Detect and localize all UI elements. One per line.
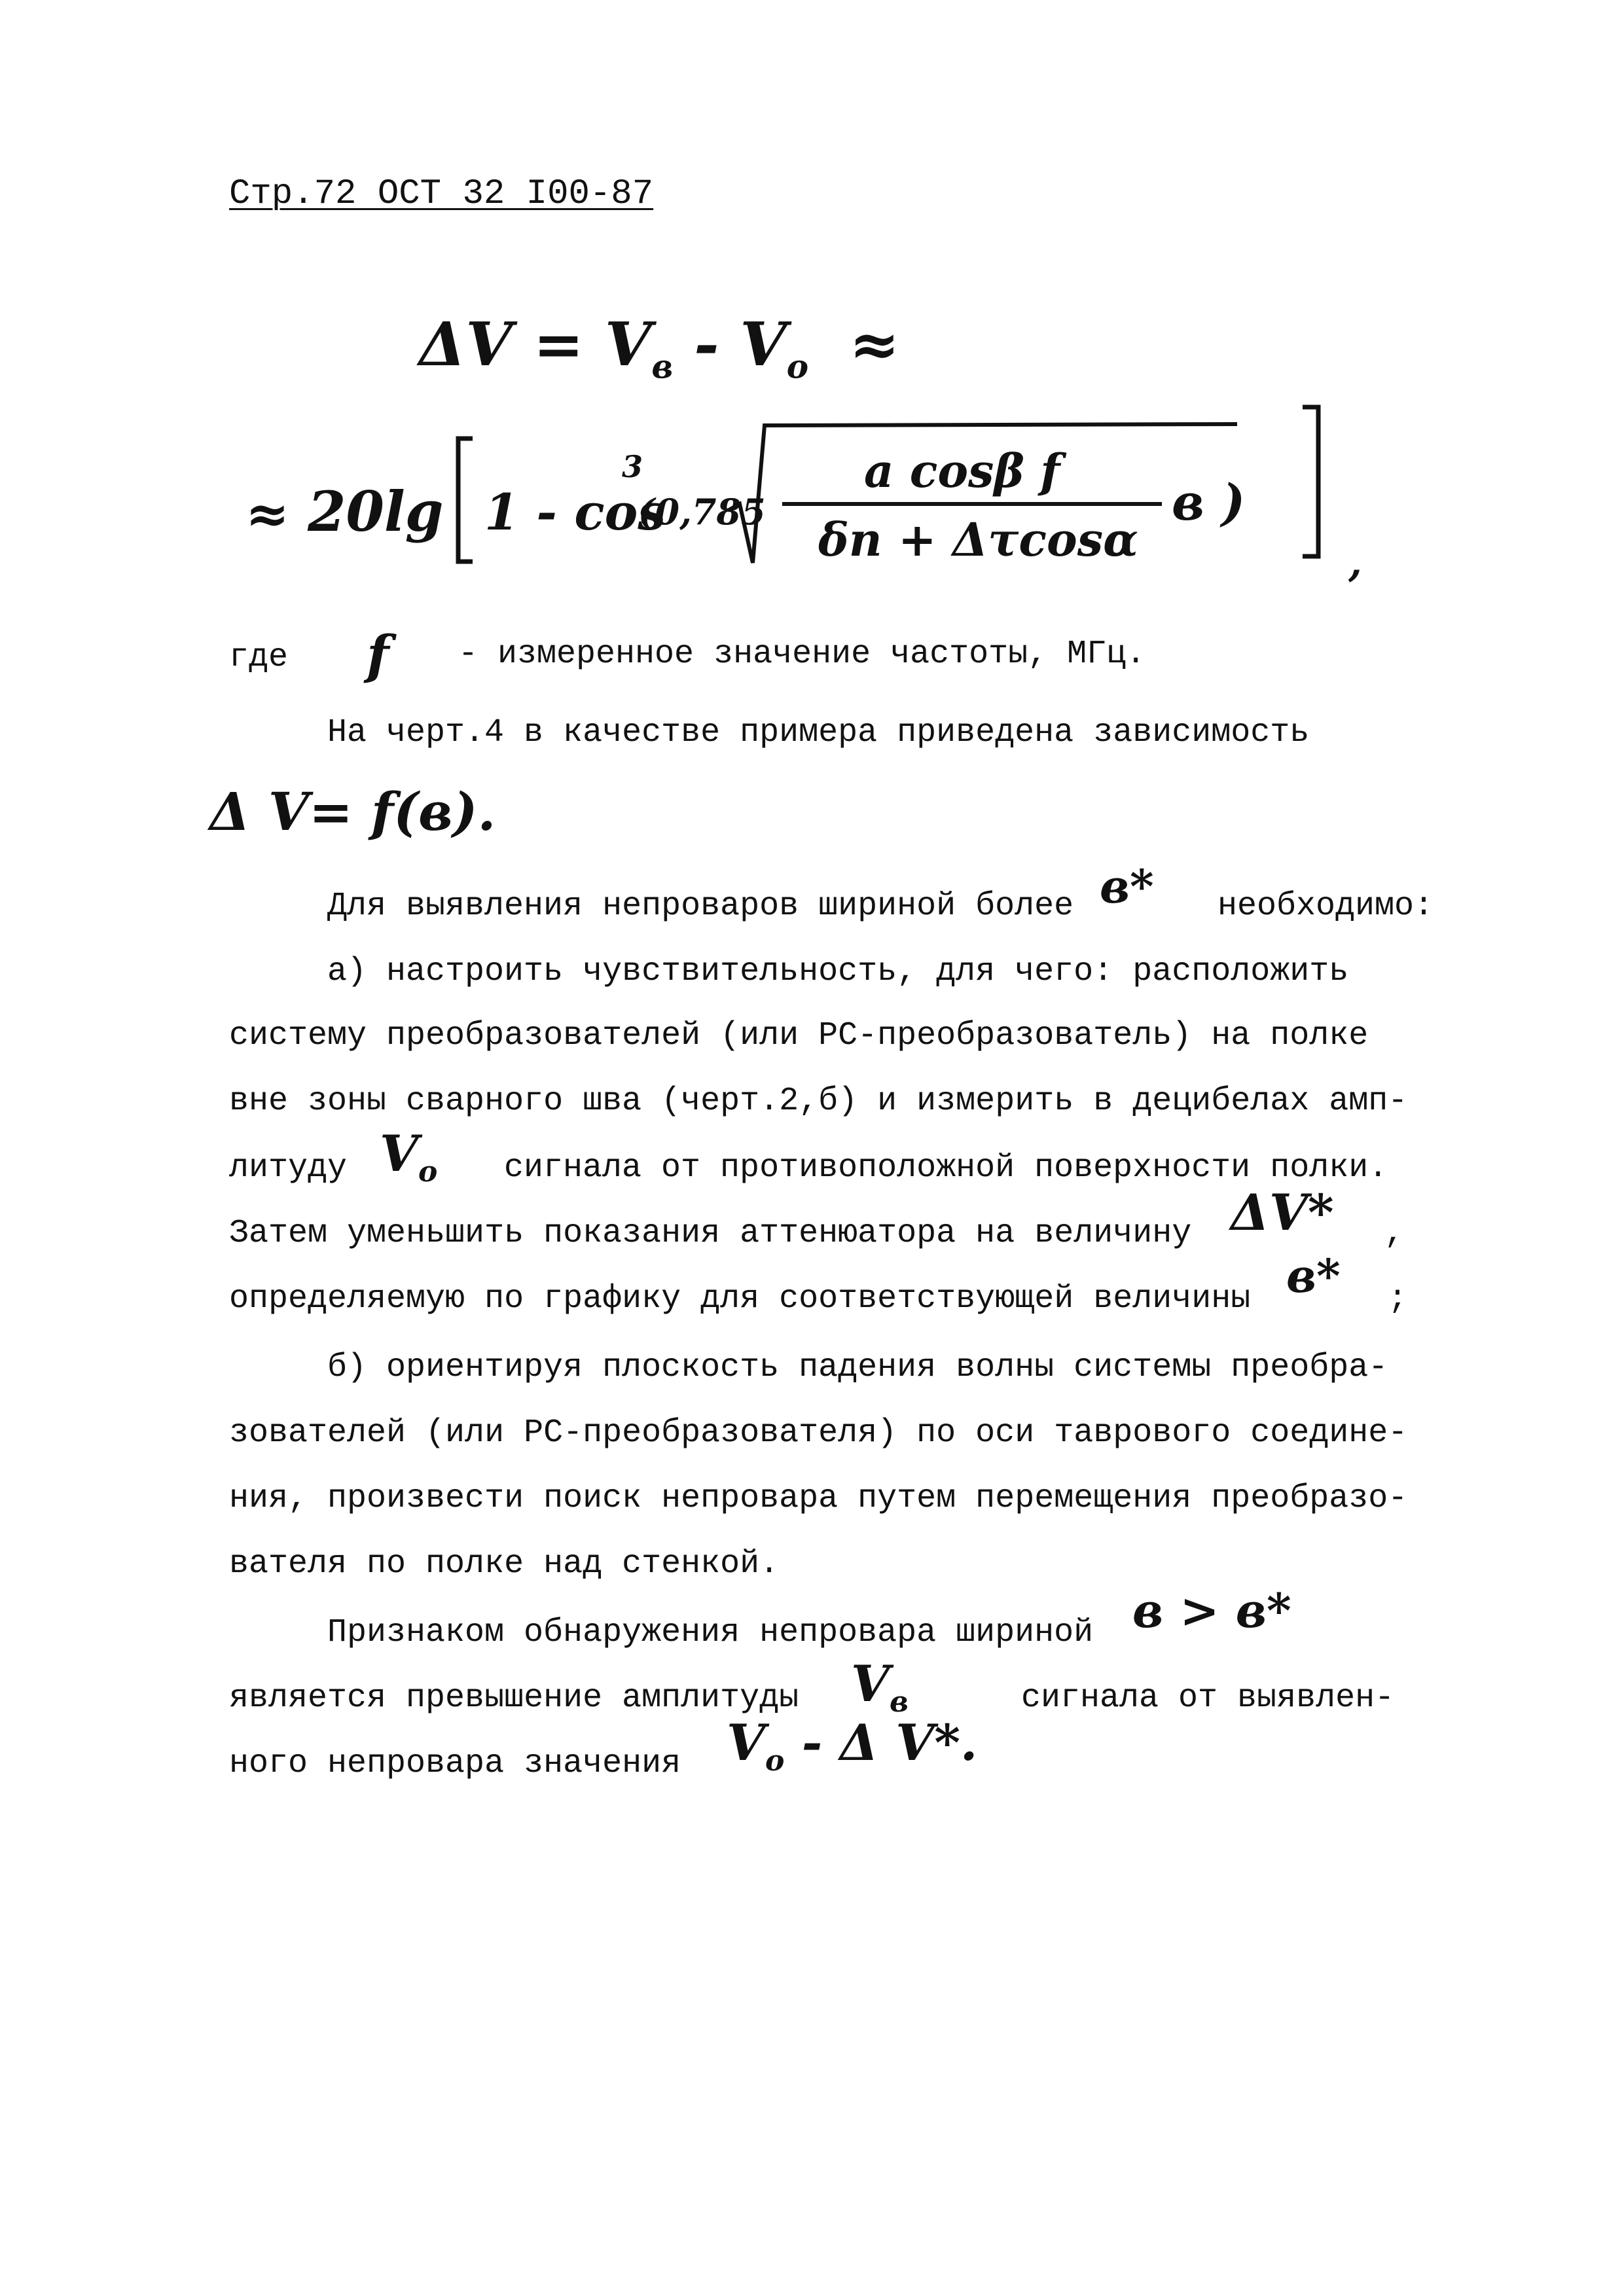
v-b-subscript: в [651,347,674,386]
page-header: Стр.72 ОСТ 32 I00-87 [229,174,654,214]
delta-v: ΔV [419,309,513,380]
item-a-line-4a: литуду [229,1149,348,1187]
v0-symbol: $V_o$ [380,1124,438,1189]
paragraph-3-line-1a: Признаком обнаружения непровара шириной [327,1614,1094,1651]
formula-one-minus-cos: 1 - cos [484,483,666,541]
item-b-line-4: вателя по полке над стенкой. [229,1545,780,1583]
minus-sign: - [694,309,719,380]
item-a-line-6a: определяемую по графику для соответствующей величины [229,1280,1251,1318]
formula-constant: (0,785 [638,491,766,533]
b-star-symbol-2: в* [1286,1249,1341,1303]
formula-coefficient: 20lg [308,479,444,544]
approx-sign: ≈ [849,309,900,380]
vb-symbol: $V_в$ [851,1655,909,1719]
item-a-line-2: систему преобразователей (или РС-преобразователь) на полке [229,1017,1369,1054]
item-a-line-4b: сигнала от противоположной поверхности полки. [504,1149,1388,1187]
paragraph-3-line-2b: сигнала от выявлен- [1021,1679,1395,1717]
where-label: где [229,639,289,676]
item-b-line-3: ния, произвести поиск непровара путем перемещения преобразо- [229,1480,1408,1517]
paragraph-1-line-1: На черт.4 в качестве примера приведена зависимость [327,714,1310,751]
v-0-subscript: o [786,347,809,386]
formula-factor: в ) [1172,473,1246,531]
v-b-symbol: V [604,309,652,380]
v0-minus-delta-v-star: $V_o$ - Δ V*. [727,1713,978,1778]
equals-sign: = [533,309,584,380]
paragraph-2-line-1a: Для выявления непроваров шириной более [327,888,1074,925]
item-b-line-1: б) ориентируя плоскость падения волны системы преобра- [327,1349,1388,1386]
item-a-line-1: а) настроить чувствительность, для чего: расположить [327,953,1349,990]
delta-v-star-symbol: ΔV* [1231,1183,1334,1242]
paragraph-3-line-2a: является превышение амплитуды [229,1679,799,1717]
item-a-line-6b: ; [1388,1280,1408,1318]
paragraph-2-line-1b: необходимо: [1218,888,1434,925]
where-description: - измеренное значение частоты, МГц. [458,636,1146,673]
b-star-symbol: в* [1100,859,1154,914]
item-b-line-2: зователей (или РС-преобразователя) по оси таврового соедине- [229,1414,1408,1452]
frequency-symbol: f [367,624,389,685]
formula-comma: , [1348,540,1362,586]
formula-power: 3 [622,449,643,484]
formula-denominator: δn + Δτcosα [818,512,1138,567]
item-a-line-5b: , [1384,1215,1405,1252]
b-greater-b-star: в > в* [1132,1583,1291,1638]
paragraph-3-line-3a: ного непровара значения [229,1745,681,1782]
formula-approx-sign: ≈ [245,483,290,545]
paragraph-1-formula: Δ V= f(в). [209,781,496,842]
formula-numerator: a cosβ f [864,444,1060,498]
item-a-line-5a: Затем уменьшить показания аттенюатора на величину [229,1215,1192,1252]
item-a-line-3: вне зоны сварного шва (черт.2,б) и измерить в децибелах амп- [229,1083,1408,1120]
v-0-symbol: V [740,309,787,380]
